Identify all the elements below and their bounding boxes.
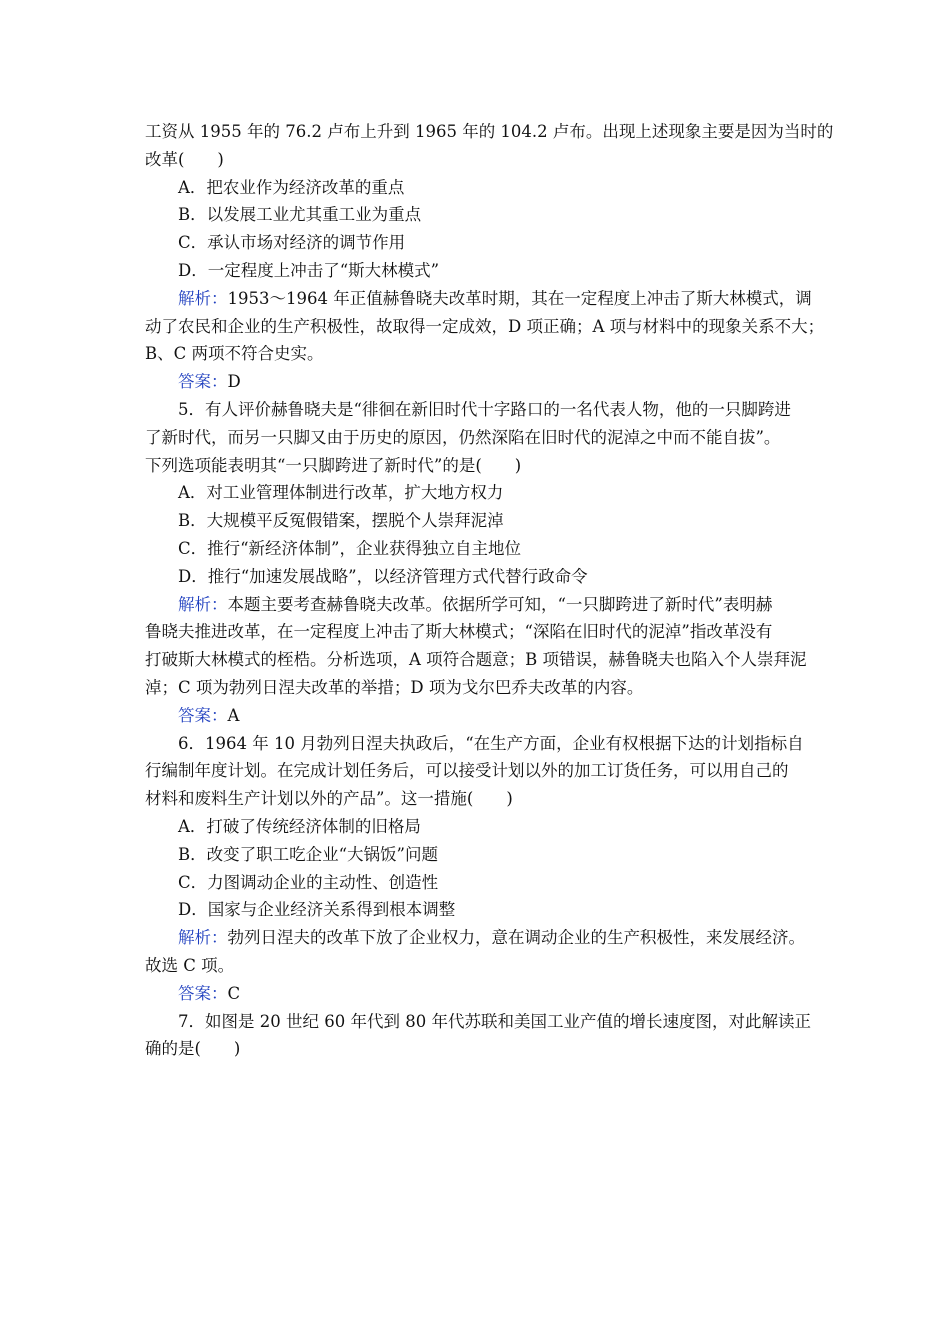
question-stem-line: 行编制年度计划。在完成计划任务后，可以接受计划以外的加工订货任务，可以用自己的 [145,761,789,781]
document-page [145,118,834,1063]
question-stem-line: 改革( ) [145,149,224,169]
option-c: C．推行“新经济体制”，企业获得独立自主地位 [178,538,521,558]
analysis-line: 打破斯大林模式的桎梏。分析选项，A 项符合题意；B 项错误，赫鲁晓夫也陷入个人崇拜泥 [145,650,807,670]
question-stem-line: 7．如图是 20 世纪 60 年代到 80 年代苏联和美国工业产值的增长速度图，对此解读正 [178,1011,811,1031]
option-d: D．一定程度上冲击了“斯大林模式” [178,260,440,280]
analysis-text: 勃列日涅夫的改革下放了企业权力，意在调动企业的生产积极性，来发展经济。 [227,928,805,948]
question-stem-line: 6．1964 年 10 月勃列日涅夫执政后，“在生产方面，企业有权根据下达的计划指标自 [178,733,804,753]
answer-label: 答案： [178,705,228,725]
question-6 [145,730,820,1008]
question-stem-line: 了新时代，而另一只脚又由于历史的原因，仍然深陷在旧时代的泥淖之中而不能自拔”。 [145,427,781,447]
option-b: B．以发展工业尤其重工业为重点 [178,205,422,225]
answer-value: C [227,983,241,1003]
analysis-label: 解析： [178,594,228,614]
analysis-label: 解析： [178,288,228,308]
question-stem-line: 工资从 1955 年的 76.2 卢布上升到 1965 年的 104.2 卢布。出现上述现象主要是因为当时的 [145,122,834,141]
question-5 [145,396,820,730]
answer-label: 答案： [178,372,228,392]
option-a: A．把农业作为经济改革的重点 [178,177,405,197]
analysis-line: B、C 两项不符合史实。 [145,344,324,364]
question-7 [145,1008,820,1064]
analysis-line [145,591,820,619]
analysis-line: 动了农民和企业的生产积极性，故取得一定成效，D 项正确；A 项与材料中的现象关系不大； [145,316,825,336]
option-c: C．承认市场对经济的调节作用 [178,233,406,253]
answer-value: D [227,372,241,392]
option-b: B．改变了职工吃企业“大锅饭”问题 [178,844,438,864]
option-a: A．对工业管理体制进行改革，扩大地方权力 [178,483,504,503]
question-stem-line: 材料和废料生产计划以外的产品”。这一措施( ) [145,789,513,809]
answer-label: 答案： [178,983,228,1003]
answer-line [145,980,820,1008]
option-d: D．国家与企业经济关系得到根本调整 [178,900,456,920]
analysis-text: 本题主要考查赫鲁晓夫改革。依据所学可知，“一只脚跨进了新时代”表明赫 [227,594,773,614]
option-c: C．力图调动企业的主动性、创造性 [178,872,439,892]
analysis-line [145,924,820,952]
analysis-text: 1953～1964 年正值赫鲁晓夫改革时期，其在一定程度上冲击了斯大林模式，调 [227,288,812,308]
analysis-line: 故选 C 项。 [145,955,235,975]
analysis-label: 解析： [178,928,228,948]
answer-line [145,702,820,730]
analysis-line [145,285,820,313]
question-stem-line: 5．有人评价赫鲁晓夫是“徘徊在新旧时代十字路口的一名代表人物，他的一只脚跨进 [178,399,791,419]
answer-line [145,368,820,396]
answer-value: A [227,705,240,725]
question-4 [145,118,834,396]
question-stem-line: 下列选项能表明其“一只脚跨进了新时代”的是( ) [145,455,522,475]
analysis-line: 淖；C 项为勃列日涅夫改革的举措；D 项为戈尔巴乔夫改革的内容。 [145,677,644,697]
option-a: A．打破了传统经济体制的旧格局 [178,816,421,836]
analysis-line: 鲁晓夫推进改革，在一定程度上冲击了斯大林模式；“深陷在旧时代的泥淖”指改革没有 [145,622,773,642]
option-b: B．大规模平反冤假错案，摆脱个人崇拜泥淖 [178,511,504,531]
question-stem-line: 确的是( ) [145,1039,241,1059]
option-d: D．推行“加速发展战略”，以经济管理方式代替行政命令 [178,566,588,586]
